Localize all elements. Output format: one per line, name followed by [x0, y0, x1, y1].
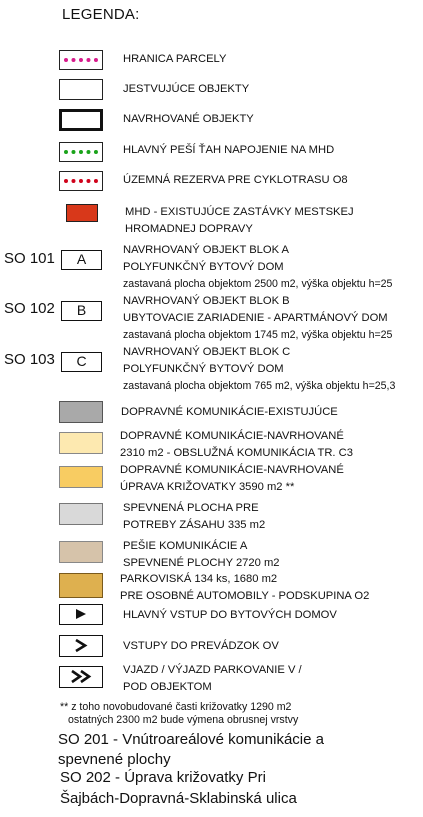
legend-label-block-a: NAVRHOVANÝ OBJEKT BLOK A POLYFUNKČNÝ BYTOVÝ DOM zastavaná plocha objektom 2500 m2, výška objektu h=25: [123, 244, 393, 290]
legend-label-existing-buildings: JESTVUJÚCE OBJEKTY: [123, 83, 250, 95]
block-a-symbol: A: [61, 250, 102, 270]
legend-label-proposed-buildings: NAVRHOVANÉ OBJEKTY: [123, 113, 254, 125]
legend-label-junction-modification: DOPRAVNÉ KOMUNIKÁCIE-NAVRHOVANÉ ÚPRAVA KRIŽOVATKY 3590 m2 **: [120, 464, 344, 493]
pedestrian-paths-symbol: [59, 541, 103, 563]
footnote-line-1: ** z toho novobudované časti križovatky 1290 m2: [60, 701, 292, 713]
legend-label-bus-stops: MHD - EXISTUJÚCE ZASTÁVKY MESTSKEJ HROMADNEJ DOPRAVY: [125, 206, 354, 235]
cycle-route-reserve-symbol: [59, 171, 103, 191]
so-201-line-2: spevnené plochy: [58, 751, 171, 768]
so-103-code: SO 103: [4, 351, 55, 368]
so-202-line-1: SO 202 - Úprava križovatky Pri: [60, 769, 266, 786]
legend-label-pedestrian-paths: PEŠIE KOMUNIKÁCIE A SPEVNENÉ PLOCHY 2720 m2: [123, 540, 280, 569]
legend-label-parking: PARKOVISKÁ 134 ks, 1680 m2 PRE OSOBNÉ AUTOMOBILY - PODSKUPINA O2: [120, 573, 370, 602]
road-proposed-symbol: [59, 432, 103, 454]
play-arrow-icon: [60, 605, 101, 623]
paved-emergency-area-symbol: [59, 503, 103, 525]
chevron-right-icon: [60, 636, 101, 655]
so-101-code: SO 101: [4, 250, 55, 267]
bus-stop-symbol: [66, 204, 98, 222]
legend-label-parcel-boundary: HRANICA PARCELY: [123, 53, 227, 65]
parking-symbol: [59, 573, 103, 598]
so-201-line-1: SO 201 - Vnútroareálové komunikácie a: [58, 731, 324, 748]
footnote-line-2: ostatných 2300 m2 bude výmena obrusnej vrstvy: [68, 714, 299, 726]
legend-label-pedestrian-route: HLAVNÝ PEŠÍ ŤAH NAPOJENIE NA MHD: [123, 144, 335, 156]
legend-label-road-existing: DOPRAVNÉ KOMUNIKÁCIE-EXISTUJÚCE: [121, 406, 338, 418]
main-entrance-symbol: [59, 604, 103, 625]
legend-label-main-entrance: HLAVNÝ VSTUP DO BYTOVÝCH DOMOV: [123, 609, 337, 621]
road-existing-symbol: [59, 401, 103, 423]
junction-modification-symbol: [59, 466, 103, 488]
block-c-symbol: C: [61, 352, 102, 372]
legend-label-shop-entrances: VSTUPY DO PREVÁDZOK OV: [123, 640, 279, 652]
legend-label-block-c: NAVRHOVANÝ OBJEKT BLOK C POLYFUNKČNÝ BYTOVÝ DOM zastavaná plocha objektom 765 m2, výška objektu h=25,3: [123, 346, 396, 392]
legend-label-road-proposed: DOPRAVNÉ KOMUNIKÁCIE-NAVRHOVANÉ 2310 m2 - OBSLUŽNÁ KOMUNIKÁCIA TR. C3: [120, 430, 353, 459]
so-202-line-2: Šajbách-Dopravná-Sklabinská ulica: [60, 790, 297, 807]
legend-label-parking-access: VJAZD / VÝJAZD PARKOVANIE V / POD OBJEKTOM: [123, 664, 302, 693]
legend-label-block-b: NAVRHOVANÝ OBJEKT BLOK B UBYTOVACIE ZARIADENIE - APARTMÁNOVÝ DOM zastavaná plocha objektom 1745 m2, výška objektu h=25: [123, 295, 393, 341]
legend-label-cycle-route-reserve: ÚZEMNÁ REZERVA PRE CYKLOTRASU O8: [123, 174, 348, 186]
legend-label-paved-emergency-area: SPEVNENÁ PLOCHA PRE POTREBY ZÁSAHU 335 m2: [123, 502, 266, 531]
existing-buildings-symbol: [59, 79, 103, 100]
legend-title: LEGENDA:: [62, 6, 140, 23]
pedestrian-route-symbol: [59, 142, 103, 162]
so-102-code: SO 102: [4, 300, 55, 317]
parcel-boundary-symbol: [59, 50, 103, 70]
proposed-buildings-symbol: [59, 109, 103, 131]
block-b-symbol: B: [61, 301, 102, 321]
double-chevron-right-icon: [60, 667, 101, 686]
parking-access-symbol: [59, 666, 103, 688]
shop-entrance-symbol: [59, 635, 103, 657]
